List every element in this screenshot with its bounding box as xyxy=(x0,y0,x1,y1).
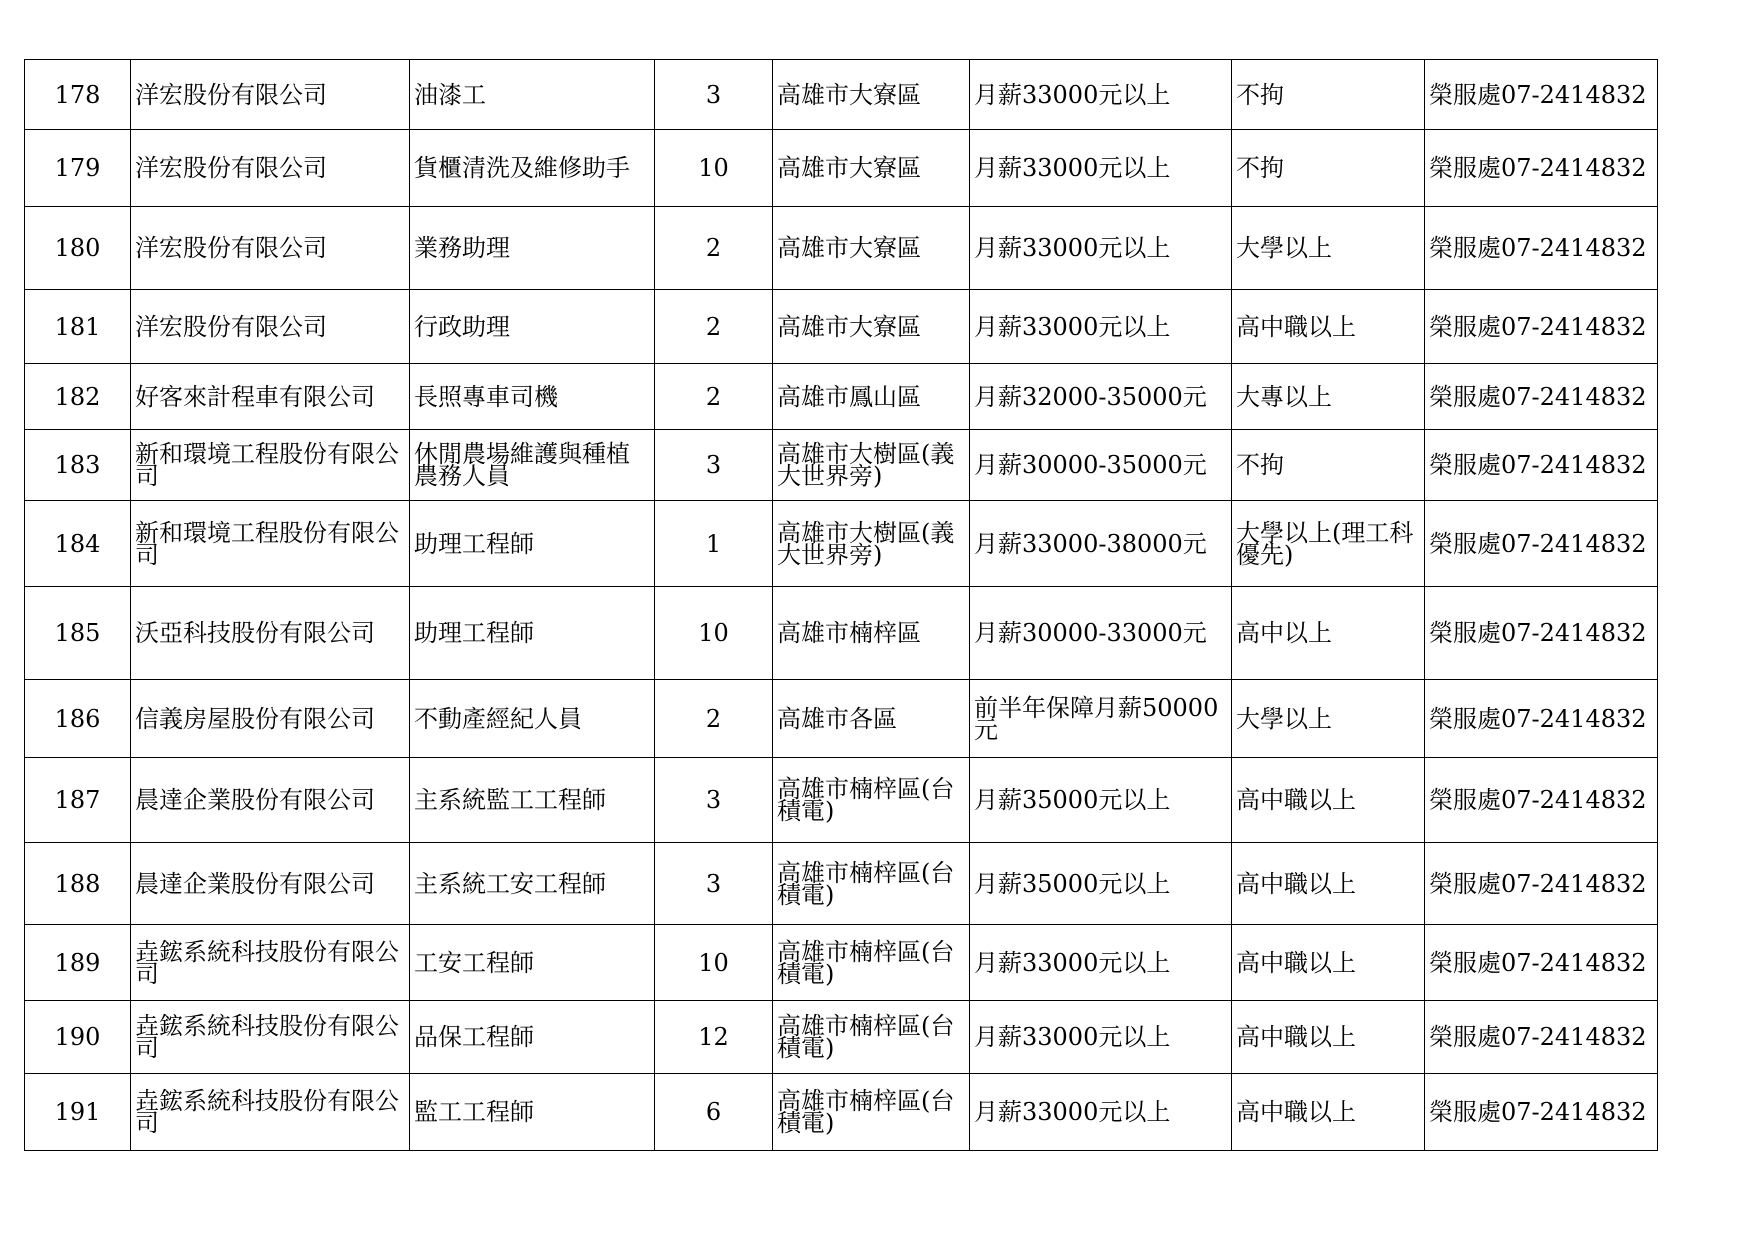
table-row xyxy=(25,680,1658,758)
contact-cell: 榮服處07-2414832 xyxy=(1425,130,1658,207)
openings-cell: 3 xyxy=(655,843,773,925)
position-cell: 助理工程師 xyxy=(410,501,655,587)
table-row xyxy=(25,1074,1658,1151)
openings-cell: 2 xyxy=(655,680,773,758)
company-cell: 垚鋐系統科技股份有限公司 xyxy=(131,1001,410,1074)
position-cell: 長照專車司機 xyxy=(410,364,655,430)
position-cell: 監工工程師 xyxy=(410,1074,655,1151)
row-number-cell: 188 xyxy=(25,843,131,925)
company-cell: 信義房屋股份有限公司 xyxy=(131,680,410,758)
table-row xyxy=(25,843,1658,925)
table-row xyxy=(25,130,1658,207)
salary-cell: 月薪35000元以上 xyxy=(970,843,1232,925)
contact-cell: 榮服處07-2414832 xyxy=(1425,758,1658,843)
salary-cell: 月薪33000-38000元 xyxy=(970,501,1232,587)
location-cell: 高雄市大寮區 xyxy=(773,130,970,207)
row-number-cell: 186 xyxy=(25,680,131,758)
job-listing-table xyxy=(24,59,1658,1151)
contact-cell: 榮服處07-2414832 xyxy=(1425,843,1658,925)
contact-cell: 榮服處07-2414832 xyxy=(1425,1001,1658,1074)
openings-cell: 2 xyxy=(655,364,773,430)
row-number-cell: 185 xyxy=(25,587,131,680)
location-cell: 高雄市楠梓區(台積電) xyxy=(773,1074,970,1151)
education-cell: 大學以上 xyxy=(1232,207,1425,290)
position-cell: 貨櫃清洗及維修助手 xyxy=(410,130,655,207)
company-cell: 新和環境工程股份有限公司 xyxy=(131,430,410,501)
table-row xyxy=(25,1001,1658,1074)
company-cell: 洋宏股份有限公司 xyxy=(131,60,410,130)
contact-cell: 榮服處07-2414832 xyxy=(1425,430,1658,501)
row-number-cell: 190 xyxy=(25,1001,131,1074)
openings-cell: 3 xyxy=(655,60,773,130)
company-cell: 垚鋐系統科技股份有限公司 xyxy=(131,1074,410,1151)
position-cell: 不動產經紀人員 xyxy=(410,680,655,758)
row-number-cell: 178 xyxy=(25,60,131,130)
location-cell: 高雄市大寮區 xyxy=(773,207,970,290)
openings-cell: 6 xyxy=(655,1074,773,1151)
openings-cell: 2 xyxy=(655,207,773,290)
company-cell: 新和環境工程股份有限公司 xyxy=(131,501,410,587)
education-cell: 不拘 xyxy=(1232,60,1425,130)
company-cell: 好客來計程車有限公司 xyxy=(131,364,410,430)
contact-cell: 榮服處07-2414832 xyxy=(1425,60,1658,130)
company-cell: 垚鋐系統科技股份有限公司 xyxy=(131,925,410,1001)
row-number-cell: 189 xyxy=(25,925,131,1001)
location-cell: 高雄市楠梓區(台積電) xyxy=(773,758,970,843)
openings-cell: 3 xyxy=(655,758,773,843)
salary-cell: 月薪33000元以上 xyxy=(970,60,1232,130)
job-listing-sheet xyxy=(24,59,1657,1151)
table-row xyxy=(25,207,1658,290)
table-row xyxy=(25,758,1658,843)
openings-cell: 3 xyxy=(655,430,773,501)
salary-cell: 月薪33000元以上 xyxy=(970,207,1232,290)
row-number-cell: 187 xyxy=(25,758,131,843)
position-cell: 油漆工 xyxy=(410,60,655,130)
location-cell: 高雄市鳳山區 xyxy=(773,364,970,430)
company-cell: 洋宏股份有限公司 xyxy=(131,207,410,290)
openings-cell: 10 xyxy=(655,925,773,1001)
location-cell: 高雄市大寮區 xyxy=(773,60,970,130)
location-cell: 高雄市大寮區 xyxy=(773,290,970,364)
position-cell: 行政助理 xyxy=(410,290,655,364)
openings-cell: 12 xyxy=(655,1001,773,1074)
salary-cell: 前半年保障月薪50000元 xyxy=(970,680,1232,758)
table-row xyxy=(25,60,1658,130)
education-cell: 高中以上 xyxy=(1232,587,1425,680)
row-number-cell: 184 xyxy=(25,501,131,587)
education-cell: 大專以上 xyxy=(1232,364,1425,430)
education-cell: 高中職以上 xyxy=(1232,1074,1425,1151)
row-number-cell: 183 xyxy=(25,430,131,501)
education-cell: 高中職以上 xyxy=(1232,843,1425,925)
salary-cell: 月薪35000元以上 xyxy=(970,758,1232,843)
salary-cell: 月薪30000-35000元 xyxy=(970,430,1232,501)
salary-cell: 月薪33000元以上 xyxy=(970,290,1232,364)
location-cell: 高雄市楠梓區(台積電) xyxy=(773,925,970,1001)
education-cell: 不拘 xyxy=(1232,430,1425,501)
salary-cell: 月薪33000元以上 xyxy=(970,1074,1232,1151)
table-row xyxy=(25,364,1658,430)
contact-cell: 榮服處07-2414832 xyxy=(1425,501,1658,587)
education-cell: 大學以上 xyxy=(1232,680,1425,758)
company-cell: 洋宏股份有限公司 xyxy=(131,290,410,364)
contact-cell: 榮服處07-2414832 xyxy=(1425,290,1658,364)
position-cell: 主系統工安工程師 xyxy=(410,843,655,925)
location-cell: 高雄市楠梓區(台積電) xyxy=(773,1001,970,1074)
row-number-cell: 181 xyxy=(25,290,131,364)
company-cell: 晨達企業股份有限公司 xyxy=(131,758,410,843)
education-cell: 高中職以上 xyxy=(1232,758,1425,843)
contact-cell: 榮服處07-2414832 xyxy=(1425,207,1658,290)
location-cell: 高雄市大樹區(義大世界旁) xyxy=(773,501,970,587)
position-cell: 主系統監工工程師 xyxy=(410,758,655,843)
row-number-cell: 191 xyxy=(25,1074,131,1151)
company-cell: 沃亞科技股份有限公司 xyxy=(131,587,410,680)
company-cell: 洋宏股份有限公司 xyxy=(131,130,410,207)
table-row xyxy=(25,430,1658,501)
position-cell: 助理工程師 xyxy=(410,587,655,680)
table-row xyxy=(25,501,1658,587)
table-row xyxy=(25,290,1658,364)
row-number-cell: 182 xyxy=(25,364,131,430)
location-cell: 高雄市大樹區(義大世界旁) xyxy=(773,430,970,501)
row-number-cell: 179 xyxy=(25,130,131,207)
position-cell: 休閒農場維護與種植農務人員 xyxy=(410,430,655,501)
row-number-cell: 180 xyxy=(25,207,131,290)
education-cell: 高中職以上 xyxy=(1232,1001,1425,1074)
position-cell: 品保工程師 xyxy=(410,1001,655,1074)
salary-cell: 月薪30000-33000元 xyxy=(970,587,1232,680)
contact-cell: 榮服處07-2414832 xyxy=(1425,925,1658,1001)
openings-cell: 2 xyxy=(655,290,773,364)
education-cell: 不拘 xyxy=(1232,130,1425,207)
salary-cell: 月薪33000元以上 xyxy=(970,1001,1232,1074)
contact-cell: 榮服處07-2414832 xyxy=(1425,587,1658,680)
openings-cell: 10 xyxy=(655,587,773,680)
education-cell: 高中職以上 xyxy=(1232,925,1425,1001)
education-cell: 高中職以上 xyxy=(1232,290,1425,364)
education-cell: 大學以上(理工科優先) xyxy=(1232,501,1425,587)
salary-cell: 月薪33000元以上 xyxy=(970,925,1232,1001)
location-cell: 高雄市各區 xyxy=(773,680,970,758)
table-row xyxy=(25,587,1658,680)
salary-cell: 月薪32000-35000元 xyxy=(970,364,1232,430)
position-cell: 業務助理 xyxy=(410,207,655,290)
contact-cell: 榮服處07-2414832 xyxy=(1425,1074,1658,1151)
company-cell: 晨達企業股份有限公司 xyxy=(131,843,410,925)
openings-cell: 10 xyxy=(655,130,773,207)
contact-cell: 榮服處07-2414832 xyxy=(1425,364,1658,430)
openings-cell: 1 xyxy=(655,501,773,587)
location-cell: 高雄市楠梓區 xyxy=(773,587,970,680)
contact-cell: 榮服處07-2414832 xyxy=(1425,680,1658,758)
location-cell: 高雄市楠梓區(台積電) xyxy=(773,843,970,925)
table-row xyxy=(25,925,1658,1001)
position-cell: 工安工程師 xyxy=(410,925,655,1001)
salary-cell: 月薪33000元以上 xyxy=(970,130,1232,207)
